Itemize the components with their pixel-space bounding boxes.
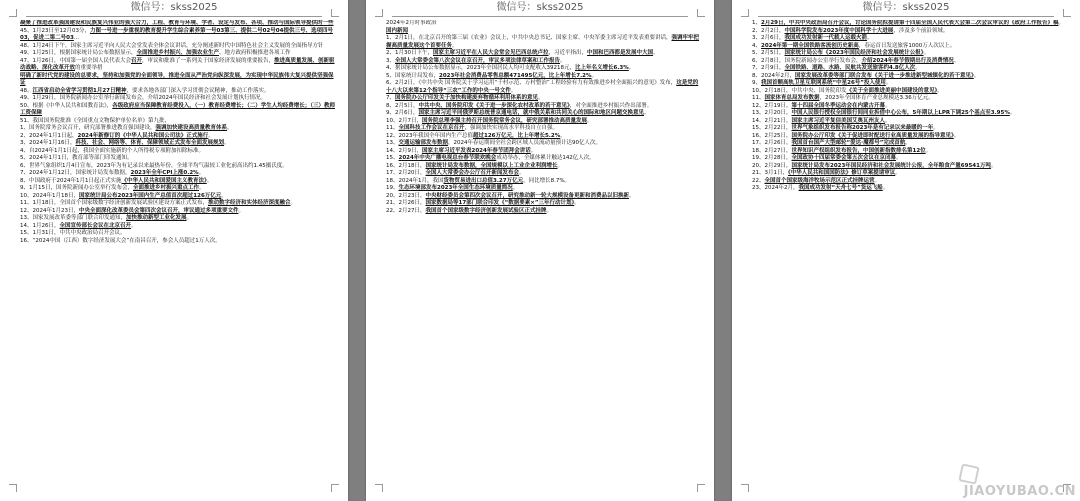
page-corner-mark [9,484,17,492]
paragraph: 13、交通运输部发布数据，2024年春运期间全社会跨区域人员流动量预计达90亿人次。 [386,140,602,146]
paragraph: 15、2024年中央广播电视总台春节联欢晚会成功举办，全媒体累计触达142亿人次。 [386,155,595,161]
paragraph: 5、国家统计局发布，2023年社会消费品零售总额471495亿元，比上年增长7.2%。 [386,72,598,79]
paragraph: 16、2月25日，国务院办公厅印发《关于促进即时配送行业高质量发展的指导意见》。 [752,132,960,139]
paragraph: 7、2月9日，全国铁路、道路、水路、民航共发送旅客约4.8亿人次。 [752,65,921,71]
paragraph: 5、2月5日，国家统计局公布《2023年国民经济和社会发展统计公报》。 [752,50,930,56]
page-body [20,20,336,497]
document-page-2 [366,0,714,501]
paragraph: 13、国家发展改革委等部门联合印发通知，加快推动新型工业化发展。 [20,215,193,221]
paragraph: 17、2月20日，全国人大常委会办公厅召开新闻发布会。 [386,170,525,176]
page-corner-mark [741,484,749,492]
paragraph: 49、1月25日，根据国家统计局公布数据显示，全面推进乡村振兴、加强农业生产、地方政府积极推进各项工作 [20,50,291,56]
paragraph: 15、1月31日，中共中央政治局召开会议。 [20,230,126,236]
paragraph: 12、2024年1月23日，中央全面深化改革委员会第四次会议召开，审议通过多项重要文件。 [20,207,245,214]
paragraph: 明确了新时代党的建设的总要求，坚持和加强党的全面领导，推进全面从严治党向纵深发展，为实现中华民族伟大复兴提供坚强保证 [20,72,334,86]
paragraph: 4、2024年第一期全国铁路客流创历史新高，春运首日发送旅客1000万人次以上。 [752,42,956,49]
paragraph: 5、2024年1月1日，教育部等部门印发通知。 [20,155,133,161]
paragraph: 凝聚了推进改革强国建设和民族复兴伟业的强大合力，工程、教育与环境、学者、设定与发布、各项、推动与国际领导提供的一些 [20,20,334,26]
page-corner-mark [375,484,383,492]
paragraph: 18、2月27日，世界知识产权组织发布报告，中国创新指数排名第12位。 [752,147,932,154]
paragraph: 20、2月29日，国家统计局发布2023年国民经济和社会发展统计公报，全年粮食产量69541万吨。 [752,162,997,169]
header-divider [26,16,322,17]
paragraph: 6、世界气象组织1月4日宣布，2023年为有记录以来最热年份，全球平均气温较工业化前高出约1.45摄氏度。 [20,162,288,169]
paragraph: 11、国家体育总局发布数据，2023年全国体育产业总规模达3.36万亿元。 [752,95,934,101]
paragraph: 22、全国首个国家级海洋牧场示范区正式挂牌运营。 [752,177,881,184]
paragraph: 17、2月26日，我国首台国产大型邮轮“爱达·魔都号”完成首航。 [752,140,911,146]
paragraph: 9、2月6日，国家主席习近平同俄罗斯总统普京通电话，就中俄关系和共同关心的国际和地区问题交换意见。 [386,110,650,116]
paragraph: 8、2024年2月，国家发展改革委等部门联合发布《关于进一步推进新型城镇化的若干意见》。 [752,72,980,79]
paragraph: 16、2月18日，国家统计局发布数据，全国规模以上工业企业利润增长。 [386,162,564,169]
paragraph: 21、2月26日，国家数据局等17部门联合印发《“数据要素×”三年行动计划》。 [386,200,580,206]
paragraph: 15、2月22日，世界气象组织发布报告称2023年是有记录以来最暖的一年。 [752,125,939,131]
paragraph: 2、1月30日下午，国家主席习近平在人民大会堂会见巴西总统卢拉，习近平指出，中国和巴西都是发展中大国。 [386,50,659,56]
paragraph: 16、“2024中国（江西）数字经济发展大会”在南昌召开，参会人员超过1万人次。 [20,237,221,244]
paragraph: 23、2024年2月，我国成功发射“天舟七号”货运飞船。 [752,185,889,191]
document-page-1 [0,0,348,501]
paragraph: 7、2024年1月12日，国家统计局发布数据，2023年全年CPI上涨0.2%。 [20,170,205,176]
header-divider [758,16,1054,17]
paragraph: 14、2月9日，国家主席习近平发表2024年春节团拜会讲话。 [386,147,537,154]
paragraph: 48、1月24日下午，国家主席习近平向人民大会堂发表全体会议讲话，充分阐述新时代中国特色社会主义发展的全面指导方针 [20,42,324,49]
paragraph: 2、2024年1月1日起，2024年新修订的《中华人民共和国公司法》正式施行。 [20,132,214,139]
header-divider [392,16,688,17]
paragraph: 11、全国科技工作会议在京召开，强调加快实现高水平科技自立自强。 [386,125,559,131]
paragraph: 14、2月21日，国家主席习近平复信美国艾奥瓦州友人。 [752,117,891,124]
paragraph: 1、2月1日，在北京召开的第三届《农业》会议上，中共中央总书记、国家主席、中央军委主席习近平发表重要讲话，强调牢牢把握高质量发展这个首要任务。 [386,35,700,49]
paragraph: 10、2024年1月18日，国家统计局公布2023年国内生产总值首次超过126万亿元。 [20,192,227,199]
paragraph: 3、全国人大常委会第八次会议在京召开，审议多项法律草案和工作报告。 [386,57,566,64]
paragraph: 18、2024年1月，我国货物贸易进出口总值3.27万亿元，同比增长8.7%。 [386,177,571,184]
paragraph: 9、1月15日，国务院新闻办公室举行发布会，全面推进乡村振兴重点工作。 [20,185,205,191]
watermark-logo-icon [958,463,979,484]
paragraph: 2024年2月时事政治 [386,20,437,26]
paragraph: 10、2月18日，中共中央、国务院印发《关于全面推进美丽中国建设的意见》。 [752,87,943,94]
page-header: 微信号：skss2025 [130,2,218,13]
paragraph: 8、中国政府于2024年1月1日起正式实施《中华人民共和国爱国主义教育法》。 [20,177,213,184]
paragraph: 6、2月8日，国务院新闻办公室举行发布会，介绍2024年春节假期出行及消费情况。 [752,57,960,64]
paragraph: 19、生态环境部发布2023年全国生态环境质量简况。 [386,185,519,191]
paragraph: 21、3月1日，《中华人民共和国国防法》修订草案提请审议。 [752,170,901,176]
paragraph: 8、2月5日，中共中央、国务院印发《关于进一步深化农村改革的若干意见》，对全面推进乡村振兴作出部署。 [386,102,653,109]
paragraph: 22、2月27日，我国首个国家级数字经济创新发展试验区正式挂牌。 [386,207,553,214]
paragraph: 12、2023年我国全年国内生产总值超过126万亿元，比上年增长5.2%。 [386,132,566,139]
paragraph: 10、2月7日，国务院总理李强主持召开国务院常务会议，研究部署推动高质量发展。 [386,117,593,124]
paragraph: 14、1月26日，全国宣传部长会议在北京召开。 [20,222,137,229]
watermark-text: JIAOYUBAO.CN [963,484,1076,499]
paragraph: 4、据国家统计局公布数据显示，2023年全国居民人均可支配收入39218元，比上年名义增长6.3%。 [386,65,635,71]
paragraph: 19、2月28日，全国政协十四届常委会第五次会议在京闭幕。 [752,155,902,161]
paragraph: 9、我国首颗高轨卫星互联网系统“中星26号”投入使用。 [752,80,892,86]
paragraph: 12、2月19日，第十四届全国冬季运动会在内蒙古开幕。 [752,102,891,109]
paragraph: 50、根据《中华人民共和国教育法》，各级政府应当保障教育经费投入，（一）教育经费增长；（二）学生人均经费增长；（三）教师工资保障 [20,102,336,116]
paragraph: 1、2月29日，中共中央政治局召开会议，讨论国务院拟提请第十四届全国人民代表大会第二次会议审议的《政府工作报告》稿。 [752,20,1065,26]
paragraph: 49、1月29日，国务院新闻办公室举行新闻发布会，介绍2024年国民经济和社会发展计划执行情况。 [20,95,266,101]
document-page-3 [732,0,1080,501]
paragraph: 7、国务院办公厅印发关于加快构建废弃物循环利用体系的意见。 [386,95,544,101]
paragraph: 13、2月20日，中国人民银行授权全国银行间同业拆借中心公布，5年期以上LPR下调25个基点至3.95%。 [752,110,1016,116]
page-header: 微信号：skss2025 [862,2,950,13]
paragraph: 51、我国国务院批准《全国重点文物保护单位名单》第九批， [20,117,171,124]
paragraph: 6、2月2日，《中共中央 国务院关于学习运用“千村示范、万村整治”工程经验有力有效推进乡村全面振兴的意见》发布，这是党的十八大以来第12个指导“三农”工作的中央一号文件。 [386,80,699,94]
paragraph: 1、国务院常务会议召开，研究部署推进教育强国建设，强调加快建设高质量教育体系。 [20,125,233,131]
paragraph: 4、自2024年1月1日起，我国全面实施新的个人所得税专项附加扣除标准。 [20,147,204,154]
page-body [386,20,702,497]
paragraph: 国内新闻 [386,27,409,34]
paragraph: 47、1月26日，中国第一届全国人民代表大会召开，审议和批准了一系列关于国家经济发展的重要报告，推进高质量发展、创新驱动战略、深化改革开放的重要举措 [20,57,335,71]
paragraph: 20、2月23日，中央财经委员会第四次会议召开，研究推动新一轮大规模设备更新和消费品以旧换新。 [386,192,635,199]
paragraph: 3、2024年1月16日，科技、社会、网络等、体育、保障领域正式发布全面发展规划。 [20,140,230,146]
paragraph: 3、2月6日，我国成功发射新一代载人运载火箭。 [752,35,873,41]
paragraph: 2、2月2日，中国科学院发布2023年度中国科学十大进展，涉及多个前沿领域。 [752,27,949,34]
paragraph: 48、江西省启动全省学习贯彻1月27日精神，要求各地各部门深入学习贯彻会议精神，推动工作落实。 [20,87,270,94]
page-body [752,20,1068,497]
page-header: 微信号：skss2025 [496,2,584,13]
paragraph: 11、1月18日，全国首个国家级数字经济创新发展试验区建设方案正式发布，推动数字经济和实体经济深度融合。 [20,200,297,206]
paragraph: 45、1月23日至12月03分，力图一号进一步重视的教育提升学生综合素养第一号03第三、提供二号02号04提供三号、选项四号03，促进二第二号03... [20,27,333,41]
